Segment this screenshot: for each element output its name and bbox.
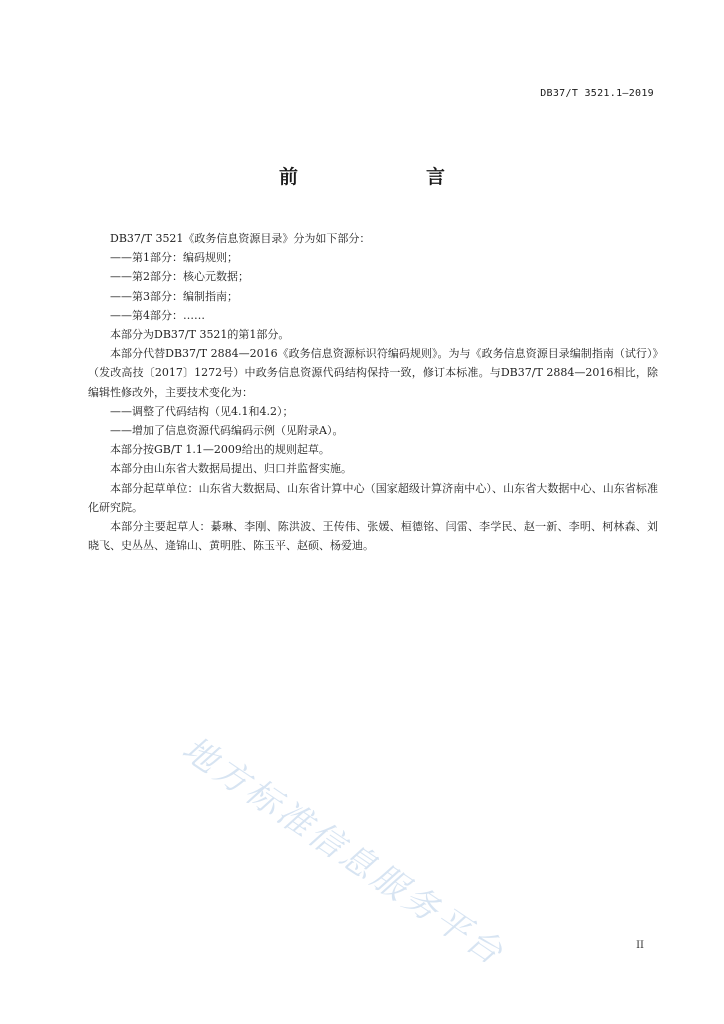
paragraph-drafters: 本部分主要起草人：綦琳、李刚、陈洪波、王传伟、张媛、桓德铭、闫雷、李学民、赵一新、李明、柯林森、刘晓飞、史丛丛、逄锦山、黄明胜、陈玉平、赵硕、杨爱迪。 — [88, 520, 658, 553]
list-item-part-3: ——第3部分：编制指南； — [110, 289, 238, 303]
list-item-change-1: ——调整了代码结构（见4.1和4.2）； — [110, 404, 294, 418]
list-item-change-2: ——增加了信息资源代码编码示例（见附录A）。 — [110, 424, 344, 438]
paragraph-intro: DB37/T 3521《政务信息资源目录》分为如下部分： — [110, 232, 371, 245]
standard-code: DB37/T 3521.1—2019 — [540, 88, 654, 99]
page-title: 前 言 — [278, 166, 475, 188]
foreword-body — [88, 229, 658, 555]
list-item-part-4: ——第4部分：…… — [110, 308, 205, 322]
list-item-part-1: ——第1部分：编码规则； — [110, 251, 238, 265]
list-item-part-2: ——第2部分：核心元数据； — [110, 270, 249, 284]
watermark: 地方标准信息服务平台 — [174, 728, 513, 975]
page-number: II — [636, 940, 644, 951]
paragraph-drafting-rules: 本部分按GB/T 1.1—2009给出的规则起草。 — [110, 443, 330, 457]
paragraph-this-part: 本部分为DB37/T 3521的第1部分。 — [110, 328, 290, 342]
paragraph-drafting-units: 本部分起草单位：山东省大数据局、山东省计算中心（国家超级计算济南中心）、山东省大数据中心、山东省标准化研究院。 — [88, 481, 658, 514]
paragraph-replaces: 本部分代替DB37/T 2884—2016《政务信息资源标识符编码规则》。为与《政务信息资源目录编制指南（试行）》（发改高技〔2017〕1272号）中政务信息资源代码结构保持一致，修订本标准。与DB37/T 2884—2016相比，除编辑性修改外，主要技术变化为： — [88, 347, 658, 399]
paragraph-proposer: 本部分由山东省大数据局提出、归口并监督实施。 — [110, 462, 352, 476]
